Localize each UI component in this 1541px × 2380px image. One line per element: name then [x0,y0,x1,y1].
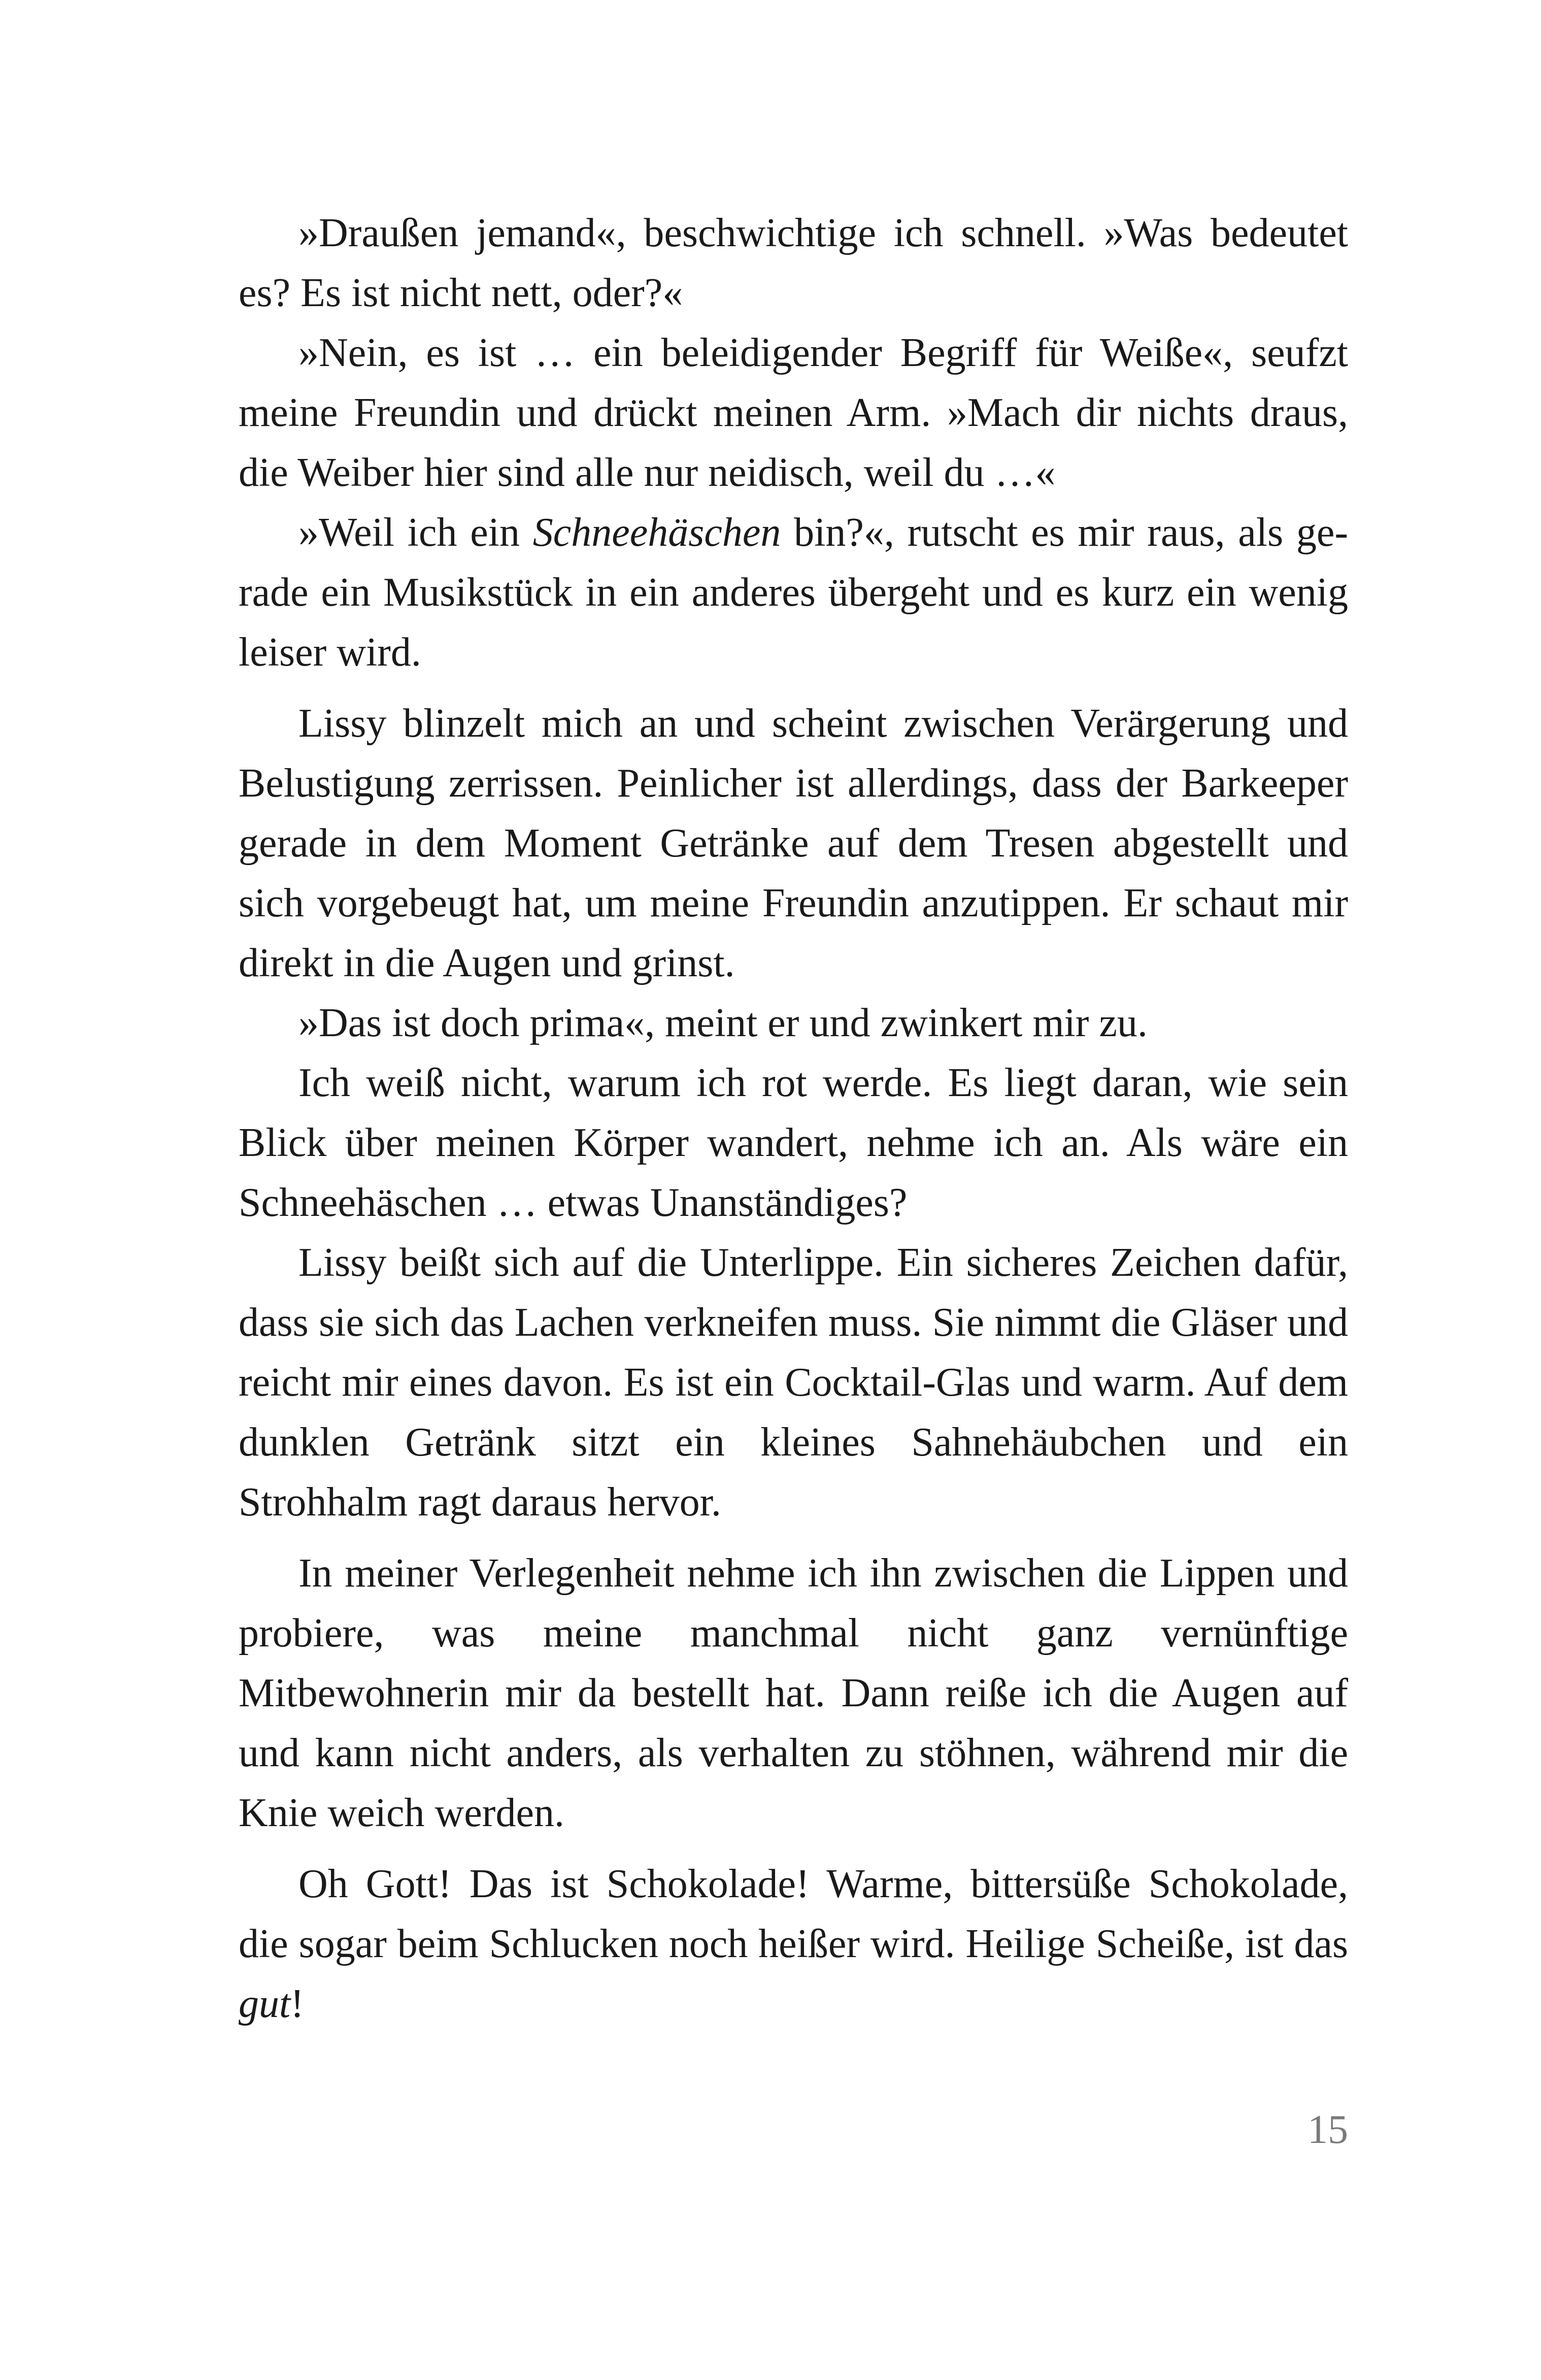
paragraph-8-segment-1: In meiner Verlegenheit nehme ich ihn zwischen die Lippen und probiere, was meine manchmal nicht ganz vernünftige Mitbewohnerin mir da bestellt hat. Dann reiße ich die Augen auf und kann nicht anders, als verhalten zu stöhnen, während mir die Knie weich werden. [239,1551,1348,1835]
body-text [239,203,1348,2034]
paragraph-1-segment-1: »Draußen jemand«, beschwichtige ich schnell. »Was bedeutet es? Es ist nicht nett, oder?« [239,211,1348,315]
paragraph-3 [239,503,1348,682]
paragraph-6 [239,1053,1348,1233]
paragraph-9 [239,1854,1348,2034]
paragraph-7-segment-1: Lissy beißt sich auf die Unterlippe. Ein sicheres Zeichen dafür, dass sie sich das Lachen verkneifen muss. Sie nimmt die Gläser und reicht mir eines davon. Es ist ein Cocktail-Glas und warm. Auf dem dunklen Getränk sitzt ein kleines Sahnehäubchen und ein Strohhalm ragt daraus hervor. [239,1240,1348,1525]
paragraph-5 [239,993,1348,1053]
paragraph-2-segment-1: »Nein, es ist … ein beleidigender Begriff für Weiße«, seufzt meine Freundin und drückt meinen Arm. »Mach dir nichts draus, die Weiber hier sind alle nur neidisch, weil du …« [239,330,1348,495]
paragraph-9-italic-word: gut [239,1981,291,2026]
paragraph-4 [239,693,1348,993]
paragraph-4-segment-1: Lissy blinzelt mich an und scheint zwischen Verärgerung und Belustigung zerrissen. Peinlicher ist allerdings, dass der Barkeeper gerade in dem Moment Getränke auf dem Tresen abgestellt und sich vorgebeugt hat, um meine Freundin anzutippen. Er schaut mir direkt in die Augen und grinst. [239,701,1348,985]
paragraph-1 [239,203,1348,323]
paragraph-8 [239,1543,1348,1843]
page-number: 15 [1308,2107,1348,2152]
paragraph-5-segment-1: »Das ist doch prima«, meint er und zwinkert mir zu. [298,1001,1148,1045]
paragraph-2 [239,323,1348,503]
paragraph-7 [239,1233,1348,1532]
paragraph-3-segment-1: »Weil ich ein [298,510,533,555]
paragraph-3-italic-word: Schneehäschen [532,510,781,555]
paragraph-3-segment-3: bin?«, rutscht es mir raus, als gerade ein Musikstück in ein anderes übergeht und es kurz ein wenig leiser wird. [239,510,1349,675]
paragraph-9-segment-3: ! [290,1981,304,2026]
paragraph-6-segment-1: Ich weiß nicht, warum ich rot werde. Es liegt daran, wie sein Blick über meinen Körper wandert, nehme ich an. Als wäre ein Schneehäschen … etwas Unanständiges? [239,1061,1348,1225]
paragraph-9-segment-1: Oh Gott! Das ist Schokolade! Warme, bittersüße Schokolade, die sogar beim Schlucken noch heißer wird. Heilige Scheiße, ist das [239,1862,1348,1966]
